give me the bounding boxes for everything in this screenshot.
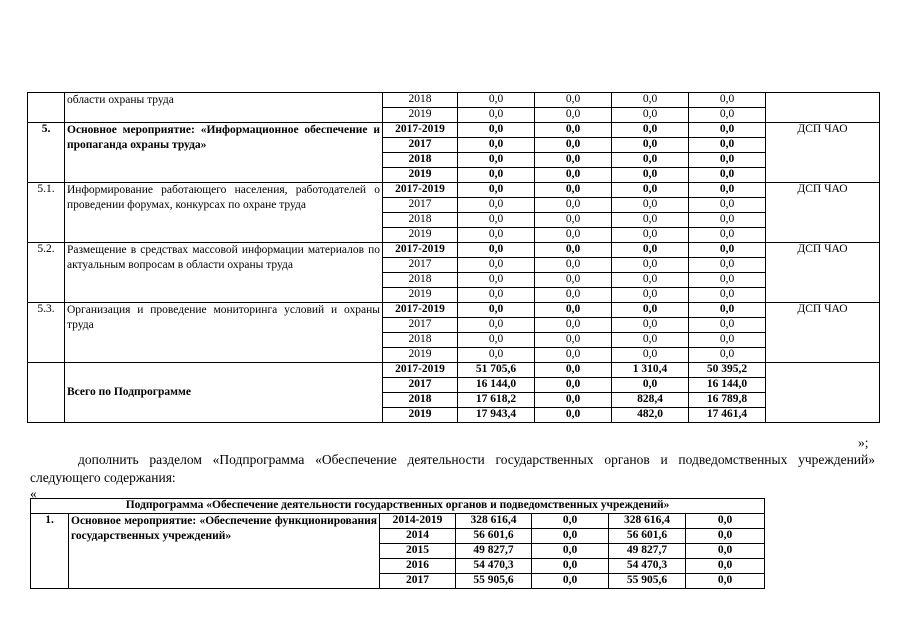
- total-empty-cell: [28, 363, 65, 423]
- value-cell: 0,0: [689, 228, 766, 243]
- value-cell: 16 144,0: [458, 378, 535, 393]
- value-cell: 17 461,4: [689, 408, 766, 423]
- value-cell: 0,0: [612, 318, 689, 333]
- period-cell: 2017: [383, 378, 458, 393]
- period-cell: 2019: [383, 108, 458, 123]
- value-cell: 0,0: [612, 213, 689, 228]
- period-cell: 2018: [383, 93, 458, 108]
- value-cell: 0,0: [689, 183, 766, 198]
- value-cell: 0,0: [458, 198, 535, 213]
- period-cell: 2017: [383, 318, 458, 333]
- value-cell: 49 827,7: [456, 544, 532, 559]
- value-cell: 0,0: [535, 123, 612, 138]
- value-cell: 0,0: [458, 93, 535, 108]
- value-cell: 0,0: [612, 198, 689, 213]
- value-cell: 0,0: [535, 213, 612, 228]
- period-cell: 2017: [383, 258, 458, 273]
- value-cell: 0,0: [612, 228, 689, 243]
- period-cell: 2017-2019: [383, 303, 458, 318]
- amendment-paragraph: дополнить разделом «Подпрограмма «Обеспечение деятельности государственных органов и подведомственных учреждений» следующего содержания:: [30, 452, 875, 485]
- value-cell: 0,0: [689, 348, 766, 363]
- activity-name: Основное мероприятие: «Обеспечение функционирования государственных учреждений»: [69, 514, 380, 589]
- value-cell: 0,0: [612, 303, 689, 318]
- value-cell: 0,0: [689, 168, 766, 183]
- value-cell: 0,0: [689, 273, 766, 288]
- value-cell: 16 144,0: [689, 378, 766, 393]
- value-cell: 0,0: [458, 123, 535, 138]
- period-cell: 2017-2019: [383, 363, 458, 378]
- executor-cell: ДСП ЧАО: [766, 183, 880, 243]
- period-cell: 2018: [383, 153, 458, 168]
- value-cell: 0,0: [686, 544, 765, 559]
- value-cell: 0,0: [689, 123, 766, 138]
- period-cell: 2017-2019: [383, 123, 458, 138]
- value-cell: 0,0: [612, 333, 689, 348]
- table-row: [31, 514, 765, 529]
- value-cell: 17 618,2: [458, 393, 535, 408]
- activity-name: Информирование работающего населения, работодателей о проведении форумах, конкурсах по охране труда: [65, 183, 383, 243]
- value-cell: 0,0: [535, 408, 612, 423]
- value-cell: 0,0: [535, 108, 612, 123]
- value-cell: 0,0: [458, 213, 535, 228]
- value-cell: 0,0: [458, 108, 535, 123]
- value-cell: 0,0: [689, 198, 766, 213]
- value-cell: 0,0: [686, 574, 765, 589]
- program-table: [27, 92, 880, 423]
- table-row: [28, 243, 880, 258]
- period-cell: 2018: [383, 213, 458, 228]
- value-cell: 0,0: [535, 273, 612, 288]
- value-cell: 0,0: [612, 123, 689, 138]
- value-cell: 0,0: [535, 93, 612, 108]
- subprogram-title: Подпрограмма «Обеспечение деятельности государственных органов и подведомственных учреждений»: [31, 499, 765, 514]
- value-cell: 0,0: [532, 559, 609, 574]
- value-cell: 0,0: [689, 243, 766, 258]
- closing-quote: »;: [858, 435, 869, 450]
- value-cell: 0,0: [535, 198, 612, 213]
- value-cell: 0,0: [612, 378, 689, 393]
- value-cell: 0,0: [458, 243, 535, 258]
- subprogram-title-row: [31, 499, 765, 514]
- value-cell: 0,0: [458, 258, 535, 273]
- value-cell: 0,0: [458, 138, 535, 153]
- total-label: Всего по Подпрограмме: [65, 363, 383, 423]
- value-cell: 0,0: [686, 514, 765, 529]
- period-cell: 2017: [383, 198, 458, 213]
- value-cell: 328 616,4: [609, 514, 686, 529]
- value-cell: 0,0: [458, 288, 535, 303]
- value-cell: 0,0: [612, 258, 689, 273]
- value-cell: 0,0: [532, 574, 609, 589]
- value-cell: 0,0: [535, 363, 612, 378]
- value-cell: 0,0: [535, 288, 612, 303]
- value-cell: 0,0: [612, 138, 689, 153]
- value-cell: 55 905,6: [456, 574, 532, 589]
- period-cell: 2019: [383, 348, 458, 363]
- value-cell: 0,0: [532, 544, 609, 559]
- value-cell: 0,0: [535, 153, 612, 168]
- executor-cell: [766, 93, 880, 123]
- value-cell: 0,0: [612, 183, 689, 198]
- value-cell: 0,0: [612, 288, 689, 303]
- period-cell: 2019: [383, 168, 458, 183]
- value-cell: 54 470,3: [609, 559, 686, 574]
- row-number: 5.: [28, 123, 65, 183]
- value-cell: 51 705,6: [458, 363, 535, 378]
- value-cell: 0,0: [458, 303, 535, 318]
- value-cell: 328 616,4: [456, 514, 532, 529]
- value-cell: 0,0: [612, 93, 689, 108]
- value-cell: 0,0: [612, 153, 689, 168]
- value-cell: 0,0: [689, 258, 766, 273]
- value-cell: 0,0: [458, 228, 535, 243]
- value-cell: 0,0: [612, 348, 689, 363]
- row-number: 5.1.: [28, 183, 65, 243]
- value-cell: 0,0: [458, 183, 535, 198]
- value-cell: 0,0: [612, 168, 689, 183]
- value-cell: 0,0: [535, 378, 612, 393]
- value-cell: 482,0: [612, 408, 689, 423]
- period-cell: 2017-2019: [383, 243, 458, 258]
- value-cell: 0,0: [535, 333, 612, 348]
- value-cell: 0,0: [532, 514, 609, 529]
- subprogram-table: [30, 498, 765, 589]
- value-cell: 56 601,6: [609, 529, 686, 544]
- value-cell: 0,0: [689, 333, 766, 348]
- value-cell: 0,0: [535, 318, 612, 333]
- value-cell: 0,0: [689, 138, 766, 153]
- period-cell: 2019: [383, 228, 458, 243]
- value-cell: 0,0: [535, 348, 612, 363]
- period-cell: 2018: [383, 333, 458, 348]
- value-cell: 0,0: [458, 348, 535, 363]
- activity-name: области охраны труда: [65, 93, 383, 123]
- value-cell: 0,0: [535, 393, 612, 408]
- row-number: 5.3.: [28, 303, 65, 363]
- activity-name: Основное мероприятие: «Информационное обеспечение и пропаганда охраны труда»: [65, 123, 383, 183]
- value-cell: 0,0: [458, 333, 535, 348]
- value-cell: 0,0: [689, 93, 766, 108]
- value-cell: 0,0: [535, 183, 612, 198]
- value-cell: 0,0: [689, 108, 766, 123]
- period-cell: 2018: [383, 273, 458, 288]
- value-cell: 0,0: [458, 273, 535, 288]
- value-cell: 0,0: [612, 243, 689, 258]
- activity-name: Организация и проведение мониторинга условий и охраны труда: [65, 303, 383, 363]
- value-cell: 0,0: [686, 559, 765, 574]
- value-cell: 0,0: [689, 303, 766, 318]
- executor-cell: ДСП ЧАО: [766, 303, 880, 363]
- value-cell: 0,0: [689, 153, 766, 168]
- period-cell: 2017: [383, 138, 458, 153]
- table-row: [28, 303, 880, 318]
- period-cell: 2019: [383, 408, 458, 423]
- period-cell: 2015: [380, 544, 456, 559]
- value-cell: 0,0: [689, 288, 766, 303]
- value-cell: 0,0: [535, 258, 612, 273]
- activity-name: Размещение в средствах массовой информации материалов по актуальным вопросам в области охраны труда: [65, 243, 383, 303]
- period-cell: 2017: [380, 574, 456, 589]
- total-row: [28, 363, 880, 378]
- value-cell: 16 789,8: [689, 393, 766, 408]
- period-cell: 2019: [383, 288, 458, 303]
- value-cell: 0,0: [458, 153, 535, 168]
- value-cell: 0,0: [689, 213, 766, 228]
- value-cell: 0,0: [535, 228, 612, 243]
- value-cell: 0,0: [458, 168, 535, 183]
- value-cell: 0,0: [535, 138, 612, 153]
- value-cell: 0,0: [535, 243, 612, 258]
- value-cell: 0,0: [612, 273, 689, 288]
- row-number: 1.: [31, 514, 69, 589]
- period-cell: 2018: [383, 393, 458, 408]
- table-row: [28, 123, 880, 138]
- value-cell: 49 827,7: [609, 544, 686, 559]
- executor-cell: ДСП ЧАО: [766, 243, 880, 303]
- value-cell: 0,0: [532, 529, 609, 544]
- period-cell: 2017-2019: [383, 183, 458, 198]
- value-cell: 0,0: [612, 108, 689, 123]
- period-cell: 2016: [380, 559, 456, 574]
- table-row: [28, 183, 880, 198]
- row-number: [28, 93, 65, 123]
- value-cell: 0,0: [535, 303, 612, 318]
- value-cell: 17 943,4: [458, 408, 535, 423]
- value-cell: 0,0: [535, 168, 612, 183]
- value-cell: 50 395,2: [689, 363, 766, 378]
- period-cell: 2014-2019: [380, 514, 456, 529]
- row-number: 5.2.: [28, 243, 65, 303]
- value-cell: 56 601,6: [456, 529, 532, 544]
- opening-quote: «: [30, 486, 37, 501]
- value-cell: 55 905,6: [609, 574, 686, 589]
- value-cell: 0,0: [458, 318, 535, 333]
- value-cell: 0,0: [686, 529, 765, 544]
- value-cell: 1 310,4: [612, 363, 689, 378]
- table-row: [28, 93, 880, 108]
- value-cell: 0,0: [689, 318, 766, 333]
- value-cell: 828,4: [612, 393, 689, 408]
- total-executor-cell: [766, 363, 880, 423]
- value-cell: 54 470,3: [456, 559, 532, 574]
- executor-cell: ДСП ЧАО: [766, 123, 880, 183]
- period-cell: 2014: [380, 529, 456, 544]
